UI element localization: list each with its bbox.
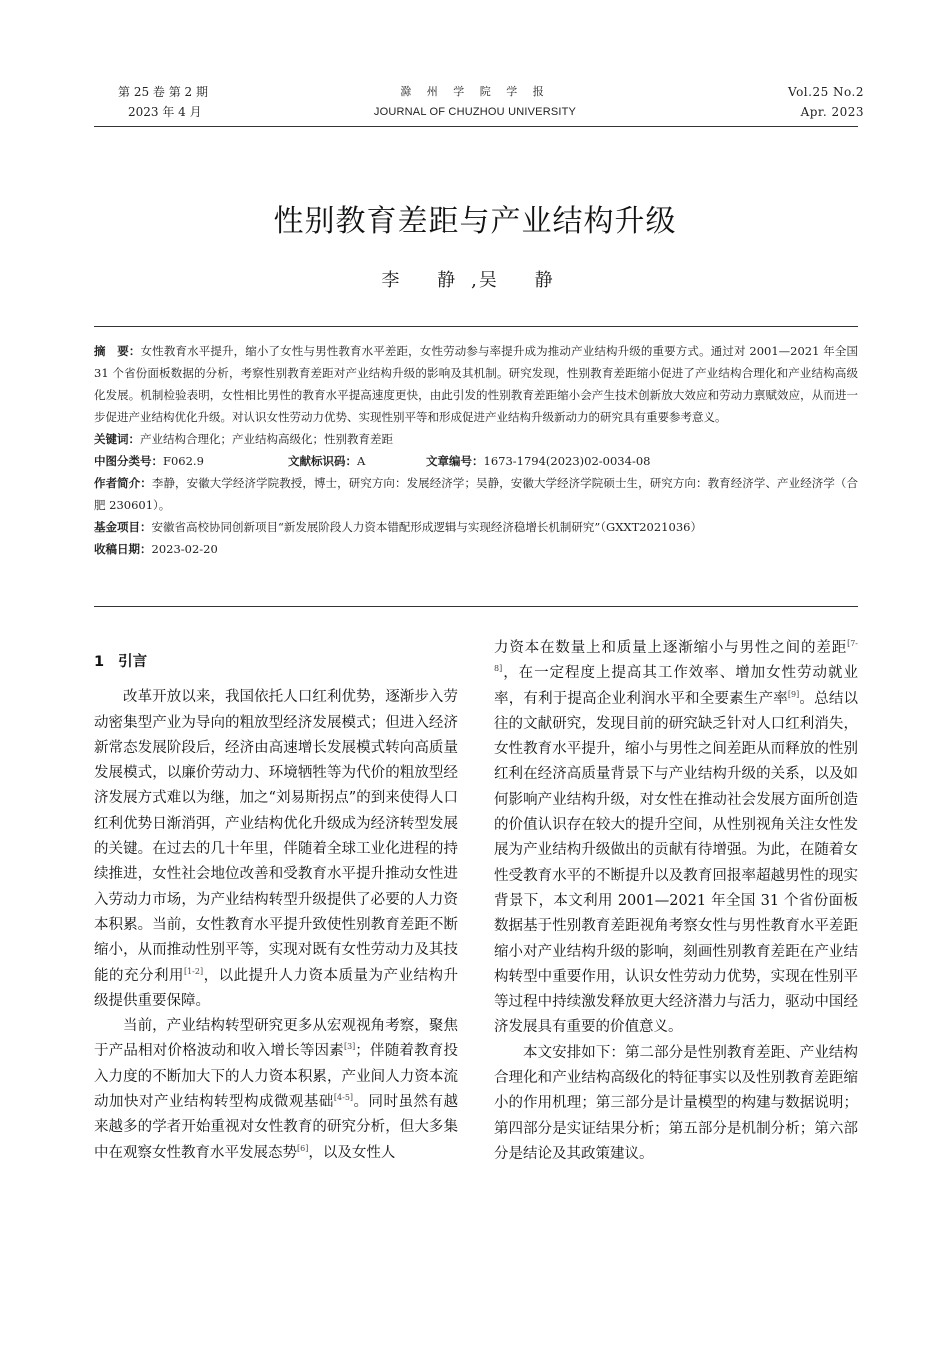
text-run: 力资本在数量上和质量上逐渐缩小与男性之间的差距 xyxy=(494,640,848,656)
clc-value: F062.9 xyxy=(163,454,204,468)
journal-name-cn: 滁 州 学 院 学 报 xyxy=(400,85,550,98)
citation[interactable]: [9] xyxy=(787,689,800,699)
text-run: 改革开放以来，我国依托人口红利优势，逐渐步入劳动密集型产业为导向的粗放型经济发展模式；但进入经济新常态发展阶段后，经济由高速增长发展模式转向高质量发展模式，以廉价劳动力、环境牺牲等为代价的粗放型经济发展方式难以为继，加之“刘易斯拐点”的到来使得人口红利优势日渐消弭，产业结构优化升级成为经济转型发展的关键。在过去的几十年里，伴随着全球工业化进程的持续推进，女性社会地位改善和受教育水平提升推动女性进入劳动力市场，为产业结构转型升级提供了必要的人力资本积累。当前，女性教育水平提升致使性别教育差距不断缩小，从而推动性别平等，实现对既有女性劳动力及其技能的充分利用 xyxy=(94,689,458,984)
article-no-cell xyxy=(426,450,650,472)
fund xyxy=(94,516,858,538)
abstract-top-rule xyxy=(94,326,858,327)
author-separator: , xyxy=(471,270,479,291)
header-date-en: Apr. 2023 xyxy=(800,105,864,119)
keywords xyxy=(94,428,858,450)
section-title: 引言 xyxy=(118,654,148,670)
text-run: ，以及女性人 xyxy=(308,1144,396,1161)
keywords-text: 产业结构合理化；产业结构高级化；性别教育差距 xyxy=(140,432,393,446)
received xyxy=(94,538,858,560)
front-matter xyxy=(94,340,858,560)
text-run: 。总结以往的文献研究，发现目前的研究缺乏针对人口红利消失，女性教育水平提升，缩小与男性之间差距从而释放的性别红利在经济高质量背景下与产业结构升级的关系，以及如何影响产业结构升级，对女性在推动社会发展方面所创造的价值认识存在较大的提升空间，从性别视角关注女性发展为产业结构升级做出的贡献有待增强。为此，在随着女性受教育水平的不断提升以及教育回报率超越男性的现实背景下，本文利用 2001—2021 年全国 31 个省份面板数据基于性别教育差距视角考察女性与男性教育水平差距缩小对产业结构升级的影响，刻画性别教育差距在产业结构转型中重要作用，认识女性劳动力优势，实现在性别平等过程中持续激发释放更大经济潜力与活力，驱动中国经济发展具有重要的价值意义。 xyxy=(494,690,859,1036)
fund-label: 基金项目： xyxy=(94,520,152,534)
header-volume-en: Vol.25 No.2 xyxy=(788,85,864,99)
header-divider xyxy=(94,126,858,127)
author-bio-label: 作者简介： xyxy=(94,476,152,490)
text-run: 当前，产业结构转型研究更多从宏观视角考察，聚焦于产品相对价格波动和收入增长等因素 xyxy=(94,1018,458,1060)
body-paragraph xyxy=(94,685,458,1014)
doc-code-value: A xyxy=(357,454,366,468)
citation[interactable]: [6] xyxy=(297,1143,309,1153)
journal-name-en: JOURNAL OF CHUZHOU UNIVERSITY xyxy=(373,106,577,118)
citation[interactable]: [7-8] xyxy=(494,639,858,674)
text-run: ，以此提升人力资本质量为产业结构升级提供重要保障。 xyxy=(94,967,458,1009)
paper-title: 性别教育差距与产业结构升级 xyxy=(273,204,677,239)
author-1: 李 静 xyxy=(381,270,472,291)
citation[interactable]: [1-2] xyxy=(183,966,204,976)
doc-code-label: 文献标识码： xyxy=(288,454,357,468)
body-paragraph xyxy=(494,636,858,1041)
header-issue-en xyxy=(788,82,864,122)
received-date: 2023-02-20 xyxy=(151,542,218,556)
abstract-label: 摘 要： xyxy=(94,344,141,358)
article-no-value: 1673-1794(2023)02-0034-08 xyxy=(483,454,651,468)
fund-text: 安徽省高校协同创新项目“新发展阶段人力资本错配形成逻辑与实现经济稳增长机制研究”（GXXT2021036） xyxy=(151,520,702,534)
received-label: 收稿日期： xyxy=(94,542,152,556)
text-run: ，在一定程度上提高其工作效率、增加女性劳动就业率，有利于提高企业利润水平和全要素生产率 xyxy=(494,665,858,707)
text-run: 。同时虽然有越来越多的学者开始重视对女性教育的研究分析，但大多集中在观察女性教育水平发展态势 xyxy=(94,1094,459,1161)
body-paragraph: 本文安排如下：第二部分是性别教育差距、产业结构合理化和产业结构高级化的特征事实以及性别教育差距缩小的作用机理；第三部分是计量模型的构建与数据说明；第四部分是实证结果分析；第五部分是机制分析；第六部分是结论及其政策建议。 xyxy=(494,1044,858,1162)
abstract xyxy=(94,340,858,428)
doc-code-cell xyxy=(288,450,378,472)
body-column-left xyxy=(94,636,458,1166)
clc-label: 中图分类号： xyxy=(94,454,163,468)
citation[interactable]: [3] xyxy=(343,1042,356,1052)
body-paragraph xyxy=(94,1014,458,1166)
header-date: 2023 年 4 月 xyxy=(128,105,202,119)
abstract-text: 女性教育水平提升，缩小了女性与男性教育水平差距，女性劳动参与率提升成为推动产业结构升级的重要方式。通过对 2001—2021 年全国 31 个省份面板数据的分析，考察性别教育差距对产业结构升级的影响及其机制。研究发现，性别教育差距缩小促进了产业结构合理化和产业结构高级化发展。机制检验表明，女性相比男性的教育水平提高速度更快，由此引发的性别教育差距缩小会产生技术创新放大效应和劳动力禀赋效应，从而进一步促进产业结构优化升级。对认识女性劳动力优势、实现性别平等和形成促进产业结构升级新动力的研究具有重要参考意义。 xyxy=(94,344,858,424)
author-2: 吴 静 xyxy=(478,270,569,291)
keywords-label: 关键词： xyxy=(94,432,140,446)
author-bio xyxy=(94,472,858,516)
author-bio-text: 李静，安徽大学经济学院教授，博士，研究方向：发展经济学；吴静，安徽大学经济学院硕士生，研究方向：教育经济学、产业经济学（合肥 230601）。 xyxy=(94,476,858,512)
body-column-right xyxy=(494,636,858,1167)
abstract-bottom-rule xyxy=(94,606,858,607)
section-heading xyxy=(94,650,458,675)
citation[interactable]: [4-5] xyxy=(333,1093,354,1103)
section-number: 1 xyxy=(94,654,105,670)
author-line xyxy=(0,266,950,292)
article-no-label: 文章编号： xyxy=(426,454,484,468)
clc-cell xyxy=(94,450,240,472)
classification-row xyxy=(94,450,858,472)
text-run: ；伴随着教育投入力度的不断加大下的人力资本积累，产业间人力资本流动加快对产业结构转型构成微观基础 xyxy=(94,1043,459,1111)
header-volume: 第 25 卷 第 2 期 xyxy=(118,85,208,99)
